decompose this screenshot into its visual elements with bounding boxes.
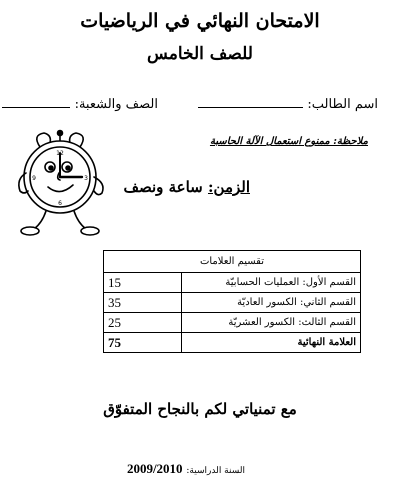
row-label: القسم الثالث: الكسور العشريّة [182,313,361,333]
grade-level: للصف الخامس [147,44,253,64]
row-label: القسم الأول: العمليات الحسابيّة [182,273,361,293]
student-name-label: اسم الطالب: [307,97,378,112]
student-name-field [198,95,378,112]
total-row [104,333,361,353]
academic-year [127,461,245,477]
grades-header: تقسيم العلامات [104,251,361,273]
table-row [104,293,361,313]
calculator-note: ملاحظة: ممنوع استعمال الآلة الحاسبة [209,136,368,147]
row-score: 25 [104,313,182,333]
row-label: القسم الثاني: الكسور العاديّة [182,293,361,313]
row-score: 15 [104,273,182,293]
academic-year-value: 2009/2010 [126,461,183,476]
academic-year-label: السنة الدراسية: [186,466,245,476]
duration-label: الزمن: [207,178,250,196]
student-name-blank[interactable] [198,95,303,108]
total-score: 75 [104,333,182,353]
class-section-blank[interactable] [2,95,70,108]
grades-header-row [104,251,361,273]
duration-value: ساعة ونصف [123,178,203,196]
svg-text:9: 9 [32,175,36,182]
grades-table [103,250,361,353]
duration [123,178,250,196]
svg-text:3: 3 [84,175,88,182]
svg-text:6: 6 [58,200,62,207]
class-section-label: الصف والشعبة: [74,97,158,112]
table-row [104,313,361,333]
total-label: العلامة النهائية [182,333,361,353]
table-row [104,273,361,293]
exam-title: الامتحان النهائي في الرياضيات [80,10,320,32]
closing-wishes: مع تمنياتي لكم بالنجاح المتفوّق [103,400,297,418]
clock-cartoon-icon [10,125,115,240]
svg-text:12: 12 [56,150,64,157]
row-score: 35 [104,293,182,313]
class-section-field [2,95,158,112]
